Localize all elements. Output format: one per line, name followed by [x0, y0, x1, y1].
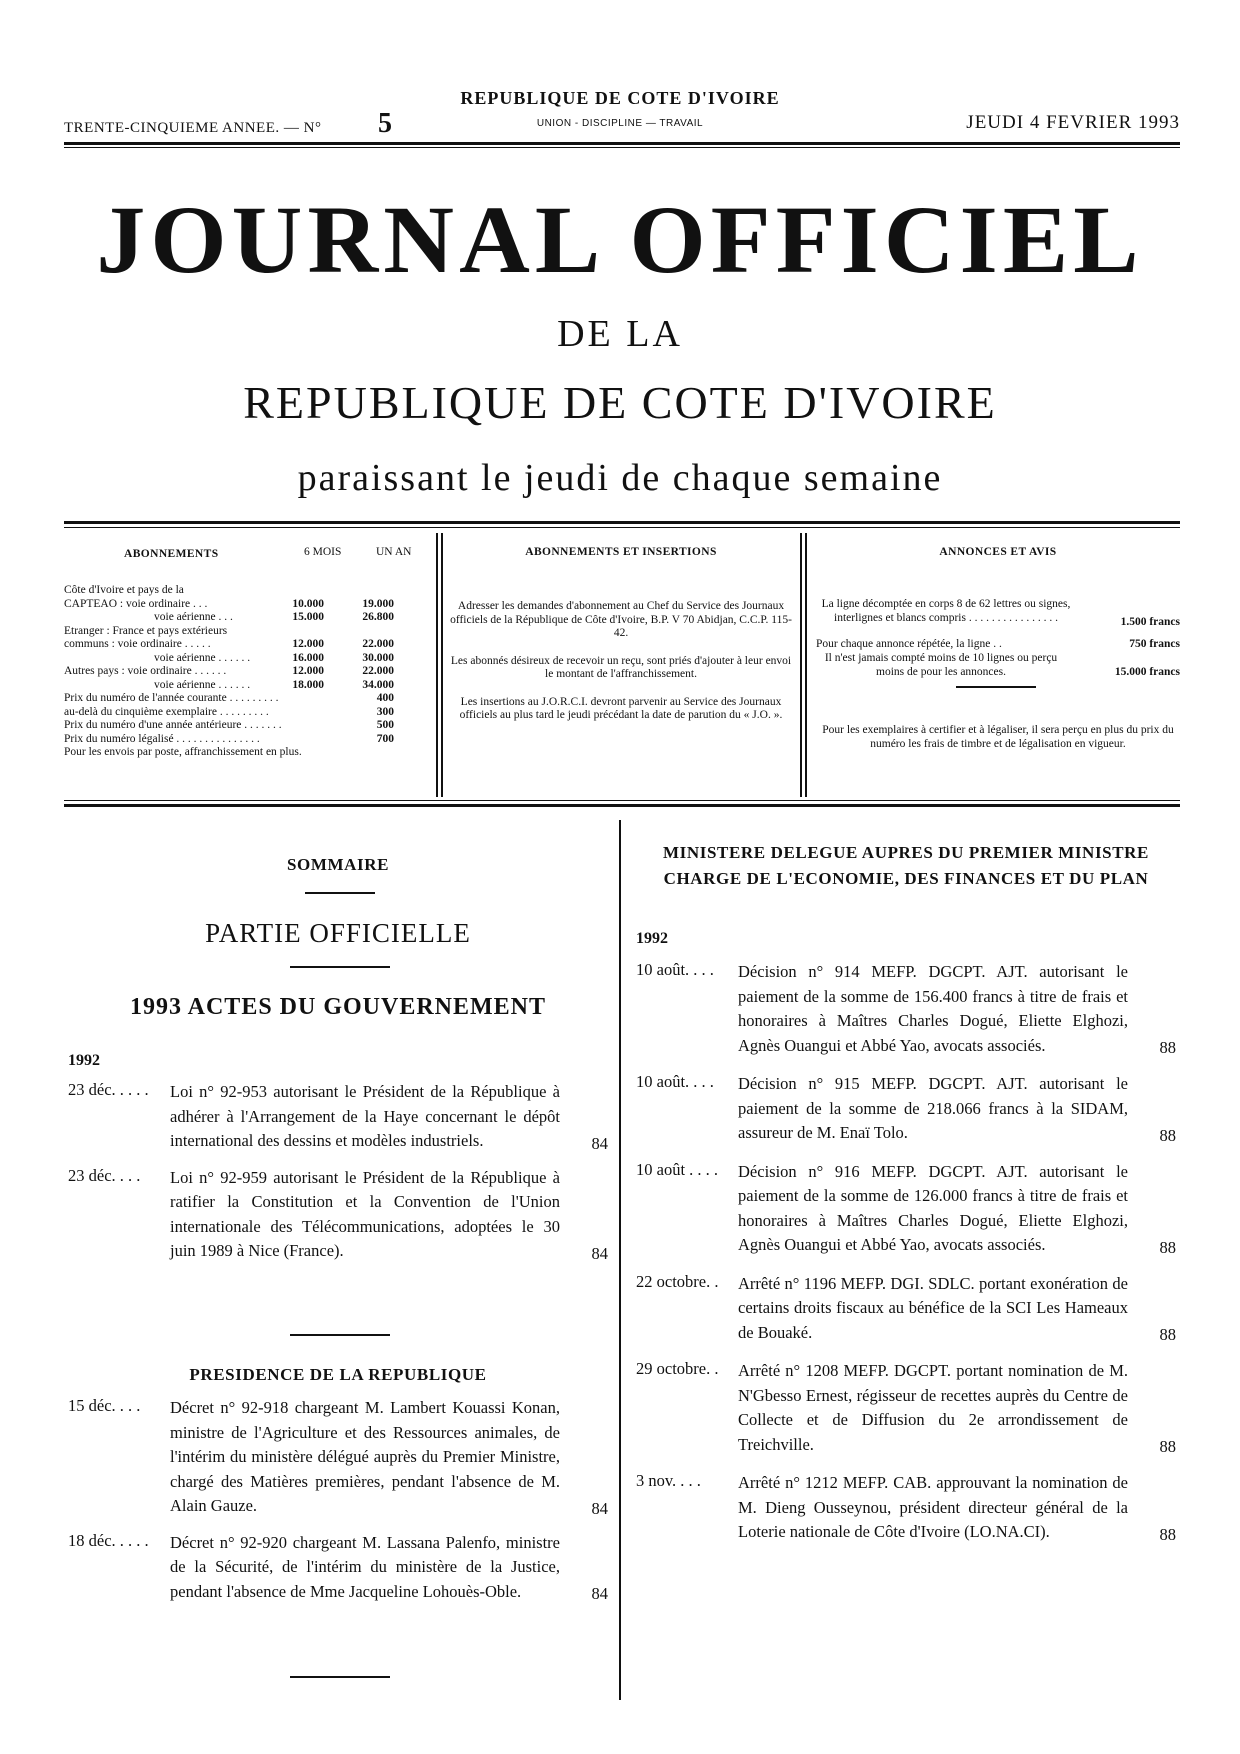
- entry-page: 84: [591, 1584, 608, 1603]
- entry-text: Décision n° 916 MEFP. DGCPT. AJT. autorisant le paiement de la somme de 126.000 francs à titre de frais et honoraires à Maîtres Charles Dogué, Eliette Elghozi, Agnès Ouangui et Abbé Yao, avocats associés.: [738, 1161, 1128, 1254]
- insertions-p3: Les insertions au J.O.R.C.I. devront parvenir au Service des Journaux officiels au plus tard le jeudi précédant la date de parution du « J.O. ».: [459, 695, 783, 721]
- price-row: [64, 733, 430, 747]
- subscription-row: [64, 652, 430, 666]
- insertions-p2: Les abonnés désireux de recevoir un reçu, sont priés d'ajouter à leur envoi le montant de l'affranchissement.: [450, 654, 792, 680]
- price-row: [64, 719, 430, 733]
- box-top-rule: [64, 521, 1180, 524]
- subscription-1an: 26.800: [362, 611, 394, 623]
- summary-entry: [636, 1072, 1176, 1146]
- subscription-label: Autres pays : voie ordinaire . . . . . .: [64, 665, 227, 677]
- entry-page: 88: [1159, 1125, 1176, 1145]
- subscription-label: Côte d'Ivoire et pays de la: [64, 584, 184, 596]
- issue-date: JEUDI 4 FEVRIER 1993: [966, 112, 1180, 133]
- journal-title: JOURNAL OFFICIEL: [96, 186, 1144, 293]
- box-divider-2b: [805, 533, 807, 797]
- entry-date: 22 octobre. .: [636, 1271, 719, 1291]
- entry-date: 10 août. . . .: [636, 1072, 714, 1091]
- subscription-6mois: 15.000: [292, 611, 324, 623]
- summary-entry: [636, 1160, 1176, 1258]
- left-entries-2: [68, 1396, 608, 1616]
- partie-officielle-heading: PARTIE OFFICIELLE: [205, 918, 471, 948]
- subscription-label: CAPTEAO : voie ordinaire . . .: [64, 597, 208, 610]
- summary-entry: [68, 1080, 608, 1154]
- insertions-box: [450, 546, 792, 723]
- summary-entry: [636, 1272, 1176, 1346]
- box-divider-1b: [441, 533, 443, 797]
- republic-header: REPUBLIQUE DE COTE D'IVOIRE: [460, 88, 780, 108]
- annonce-price-2: 750 francs: [1129, 638, 1180, 650]
- masthead-republique: REPUBLIQUE DE COTE D'IVOIRE: [243, 377, 997, 428]
- left-entries: [68, 1080, 608, 1276]
- entry-page: 84: [591, 1133, 608, 1153]
- price-row: [64, 706, 430, 720]
- left-bottom-rule: [290, 1676, 390, 1678]
- entry-page: 84: [591, 1243, 608, 1263]
- left-year: 1992: [68, 1052, 100, 1069]
- subscription-row: [64, 665, 430, 679]
- right-entries: [636, 960, 1176, 1559]
- entry-date: 23 déc. . . .: [68, 1165, 141, 1185]
- postal-note: Pour les envois par poste, affranchissement en plus.: [64, 746, 302, 758]
- col-1an: UN AN: [376, 546, 412, 558]
- top-rule-thin: [64, 147, 1180, 148]
- annonces-box: [816, 546, 1180, 751]
- subscription-6mois: 10.000: [292, 597, 324, 610]
- entry-date: 15 déc. . . .: [68, 1396, 141, 1415]
- annonce-line1-text: La ligne décomptée en corps 8 de 62 lettres ou signes, interlignes et blancs compris . . . . . . . . . . . . . . . .: [821, 598, 1071, 624]
- entry-page: 88: [1159, 1325, 1176, 1344]
- summary-entry: [68, 1531, 608, 1605]
- price-value: 700: [376, 732, 394, 745]
- top-rule: [64, 142, 1180, 145]
- right-year: 1992: [636, 930, 668, 947]
- price-label: Prix du numéro légalisé . . . . . . . . . . . . . . .: [64, 732, 260, 745]
- entry-date: 3 nov. . . .: [636, 1471, 701, 1490]
- subscription-row: [64, 584, 430, 598]
- entry-page: 88: [1159, 1237, 1176, 1257]
- annonce-line-1: [816, 598, 1180, 628]
- annonce-price-1: 1.500 francs: [1120, 616, 1180, 628]
- summary-entry: [636, 1359, 1176, 1457]
- subscription-6mois: 12.000: [292, 665, 324, 677]
- box-divider-1a: [436, 533, 438, 797]
- subscription-row: [64, 598, 430, 612]
- subscription-row: [64, 679, 430, 693]
- annonce-line2-text: Pour chaque annonce répétée, la ligne . .: [816, 638, 1002, 650]
- presidence-heading: PRESIDENCE DE LA REPUBLIQUE: [189, 1365, 487, 1384]
- entry-text: Décision n° 915 MEFP. DGCPT. AJT. autorisant le paiement de la somme de 218.066 francs à la SIDAM, assureur de M. Enaï Tolo.: [738, 1074, 1128, 1142]
- left-mid-rule: [290, 1334, 390, 1336]
- motto: UNION - DISCIPLINE — TRAVAIL: [536, 118, 704, 129]
- annonce-line-2: [816, 638, 1180, 652]
- entry-page: 88: [1159, 1437, 1176, 1456]
- subscription-label: voie aérienne . . . . . .: [154, 651, 251, 664]
- subscription-row: [64, 638, 430, 652]
- entry-text: Arrêté n° 1196 MEFP. DGI. SDLC. portant exonération de certains droits fiscaux au bénéfice de la SCI Les Hameaux de Bouaké.: [738, 1273, 1128, 1342]
- actes-heading: 1993 ACTES DU GOUVERNEMENT: [129, 994, 547, 1020]
- masthead-subtitle: paraissant le jeudi de chaque semaine: [297, 457, 943, 499]
- issue-number: 5: [378, 108, 392, 139]
- subscription-1an: 22.000: [362, 638, 394, 650]
- entry-text: Loi n° 92-959 autorisant le Président de la République à ratifier la Constitution et la Convention de l'Union internationale des Télécommunications, adoptées le 30 juin 1989 à Nice (France).: [170, 1167, 560, 1260]
- subscription-label: voie aérienne . . .: [154, 611, 233, 623]
- entry-text: Décision n° 914 MEFP. DGCPT. AJT. autorisant le paiement de la somme de 156.400 francs à titre de frais et honoraires à Maîtres Charles Dogué, Eliette Elghozi, Agnès Ouangui et Abbé Yao, avocats associés.: [738, 962, 1128, 1055]
- box-top-rule-thin: [64, 527, 1180, 528]
- price-label: Prix du numéro d'une année antérieure . . . . . . .: [64, 719, 282, 731]
- box-bottom-rule: [64, 800, 1180, 801]
- sommaire-rule: [305, 892, 375, 894]
- subscription-label: communs : voie ordinaire . . . . .: [64, 638, 211, 650]
- column-divider: [619, 820, 621, 1700]
- price-label: Prix du numéro de l'année courante . . . . . . . . .: [64, 692, 279, 704]
- entry-date: 10 août. . . .: [636, 960, 714, 979]
- subscriptions-box: [64, 546, 430, 760]
- subscription-6mois: 18.000: [292, 678, 324, 691]
- price-value: 400: [376, 692, 394, 704]
- masthead-de-la: DE LA: [557, 313, 683, 355]
- insertions-heading: ABONNEMENTS ET INSERTIONS: [525, 546, 717, 558]
- subscription-1an: 22.000: [362, 665, 394, 677]
- price-row: [64, 692, 430, 706]
- box-divider-2a: [800, 533, 802, 797]
- annonce-price-3: 15.000 francs: [1114, 666, 1180, 678]
- ministere-heading: MINISTERE DELEGUE AUPRES DU PREMIER MINISTRE CHARGE DE L'ECONOMIE, DES FINANCES ET DU PLAN: [663, 843, 1149, 888]
- box-bottom-rule-thick: [64, 804, 1180, 807]
- subscription-label: Etranger : France et pays extérieurs: [64, 624, 228, 637]
- subscription-1an: 30.000: [362, 651, 394, 664]
- annonce-line3-text: Il n'est jamais compté moins de 10 lignes ou perçu moins de pour les annonces.: [824, 652, 1058, 678]
- price-value: 300: [376, 705, 394, 718]
- subscription-1an: 19.000: [362, 597, 394, 610]
- annonces-note: Pour les exemplaires à certifier et à légaliser, il sera perçu en plus du prix du numéro les frais de timbre et de légalisation en vigueur.: [822, 724, 1174, 750]
- summary-entry: [68, 1396, 608, 1519]
- entry-page: 88: [1159, 1038, 1176, 1057]
- entry-date: 10 août . . . .: [636, 1159, 719, 1179]
- sommaire-heading: SOMMAIRE: [286, 855, 390, 874]
- subscription-label: voie aérienne . . . . . .: [154, 678, 251, 691]
- subscription-6mois: 16.000: [292, 651, 324, 664]
- annonces-rule: [956, 686, 1036, 688]
- subscription-row: [64, 611, 430, 625]
- summary-entry: [68, 1166, 608, 1264]
- entry-text: Arrêté n° 1208 MEFP. DGCPT. portant nomination de M. N'Gbesso Ernest, régisseur de recettes auprès du Centre de Collecte et de Diffusion du 2e arrondissement de Treichville.: [738, 1361, 1128, 1454]
- annonces-heading: ANNONCES ET AVIS: [939, 546, 1057, 558]
- subscription-1an: 34.000: [362, 678, 394, 691]
- summary-entry: [636, 960, 1176, 1058]
- entry-page: 84: [591, 1498, 608, 1518]
- entry-text: Arrêté n° 1212 MEFP. CAB. approuvant la nomination de M. Dieng Ousseynou, président directeur général de la Loterie nationale de Côte d'Ivoire (LO.NA.CI).: [738, 1473, 1128, 1541]
- entry-date: 18 déc. . . . .: [68, 1530, 149, 1550]
- entry-text: Loi n° 92-953 autorisant le Président de la République à adhérer à l'Arrangement de la Haye concernant le dépôt international des dessins et modèles industriels.: [170, 1082, 560, 1150]
- entry-date: 29 octobre. .: [636, 1359, 719, 1378]
- col-6mois: 6 MOIS: [304, 546, 342, 558]
- partie-rule: [290, 966, 390, 968]
- subscriptions-heading: ABONNEMENTS: [124, 548, 219, 560]
- entry-text: Décret n° 92-918 chargeant M. Lambert Kouassi Konan, ministre de l'Agriculture et des Ressources animales, de l'intérim du ministère délégué auprès du Premier Ministre, chargé des Matières premières, pendant l'absence de M. Alain Gauze.: [170, 1398, 560, 1515]
- price-label: au-delà du cinquième exemplaire . . . . . . . . .: [64, 705, 269, 718]
- subscription-6mois: 12.000: [292, 638, 324, 650]
- insertions-p1: Adresser les demandes d'abonnement au Chef du Service des Journaux officiels de la République de Côte d'Ivoire, B.P. V 70 Abidjan, C.C.P. 115-42.: [450, 600, 792, 639]
- entry-page: 88: [1159, 1524, 1176, 1544]
- price-value: 500: [376, 719, 394, 731]
- year-label-text: TRENTE-CINQUIEME ANNEE. — N°: [64, 120, 322, 136]
- summary-entry: [636, 1471, 1176, 1545]
- year-label: [64, 120, 321, 137]
- subscription-row: [64, 625, 430, 639]
- entry-text: Décret n° 92-920 chargeant M. Lassana Palenfo, ministre de la Sécurité, de l'intérim du ministère de la Justice, pendant l'absence de Mme Jacqueline Lohouès-Oble.: [170, 1532, 560, 1601]
- price-rows: [64, 692, 430, 746]
- entry-date: 23 déc. . . . .: [68, 1080, 149, 1099]
- subscription-rows: [64, 584, 430, 692]
